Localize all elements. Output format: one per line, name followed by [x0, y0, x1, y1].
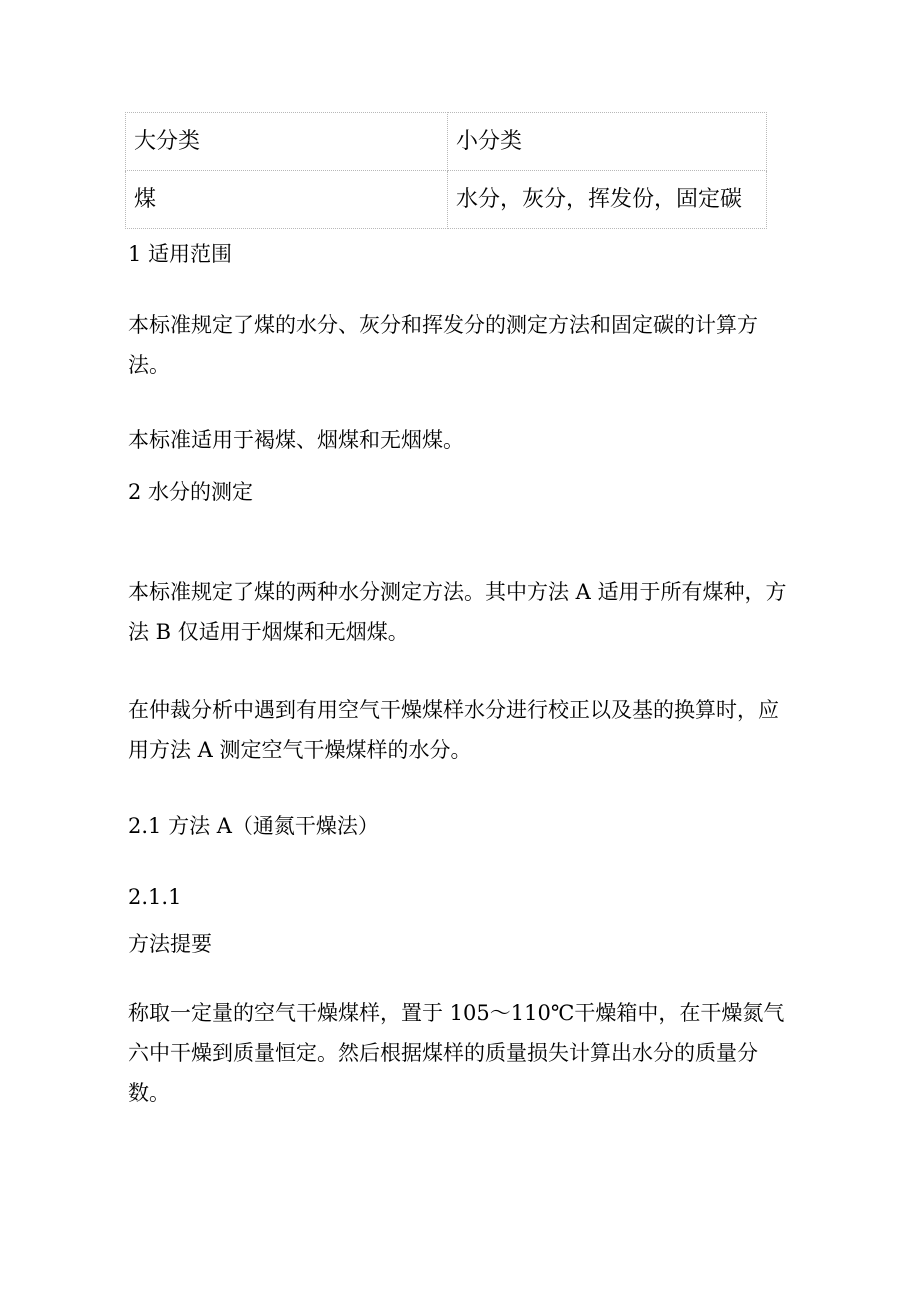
paragraph: 本标准规定了煤的两种水分测定方法。其中方法 A 适用于所有煤种，方法 B 仅适用于烟煤和无烟煤。: [128, 580, 787, 644]
section-heading: 1 适用范围: [128, 242, 233, 266]
table-cell: 水分，灰分，挥发份，固定碳: [448, 171, 767, 229]
paragraph: 称取一定量的空气干燥煤样，置于 105～110℃干燥箱中，在干燥氮气六中干燥到质量恒定。然后根据煤样的质量损失计算出水分的质量分数。: [128, 1001, 785, 1105]
section-heading: 2 水分的测定: [128, 480, 254, 504]
section-heading: 2.1 方法 A（通氮干燥法）: [128, 814, 379, 838]
table-header-row: [126, 113, 767, 171]
table-header-cell: 小分类: [448, 113, 767, 171]
classification-table: [125, 112, 767, 229]
section-number: 2.1.1: [128, 885, 182, 909]
paragraph: 本标准适用于褐煤、烟煤和无烟煤。: [128, 428, 464, 452]
section-heading: 方法提要: [128, 932, 212, 956]
table-cell: 煤: [126, 171, 448, 229]
paragraph: 本标准规定了煤的水分、灰分和挥发分的测定方法和固定碳的计算方法。: [128, 313, 758, 377]
table-row: [126, 171, 767, 229]
paragraph: 在仲裁分析中遇到有用空气干燥煤样水分进行校正以及基的换算时，应用方法 A 测定空气干燥煤样的水分。: [128, 698, 779, 762]
table-header-cell: 大分类: [126, 113, 448, 171]
